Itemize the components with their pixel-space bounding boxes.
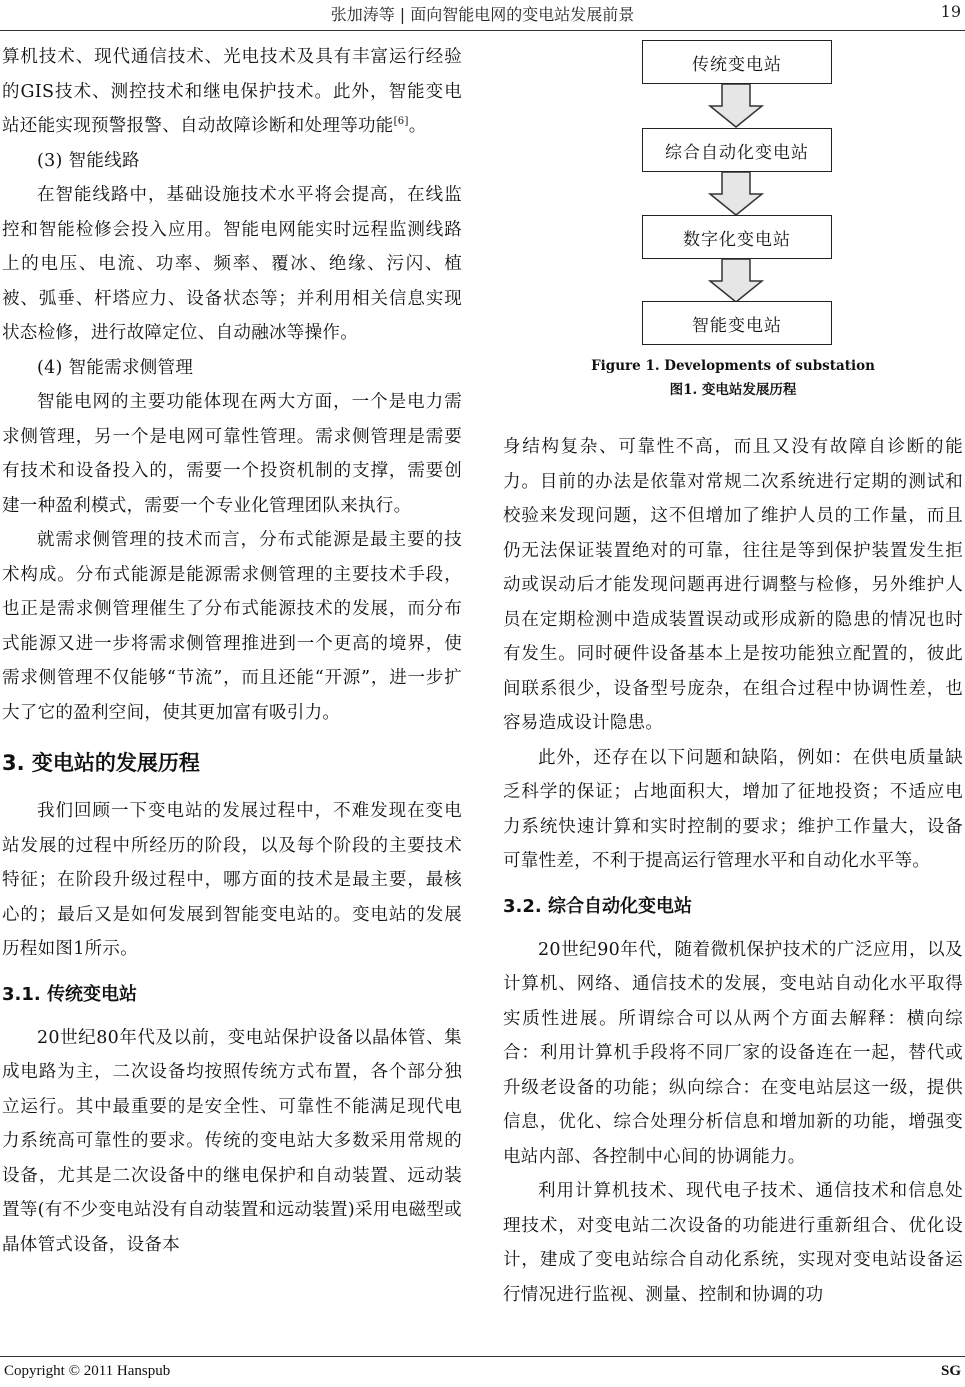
down-arrow-icon: [708, 259, 764, 303]
paragraph: 20世纪90年代，随着微机保护技术的广泛应用，以及计算机、网络、通信技术的发展，变电站自动化水平取得实质性进展。所谓综合可以从两个方面去解释：横向综合：利用计算机手段将不同厂家的设备连在一起，替代或升级老设备的功能；纵向综合：在变电站层这一级，提供信息，优化、综合处理分析信息和增加新的功能，增强变电站内部、各控制中心间的协调能力。: [503, 939, 963, 1167]
paragraph: 身结构复杂、可靠性不高，而且又没有故障自诊断的能力。目前的办法是依靠对常规二次系统进行定期的测试和校验来发现问题，这不但增加了维护人员的工作量，而且仍无法保证装置绝对的可靠，往往是等到保护装置发生拒动或误动后才能发现问题再进行调整与检修，另外维护人员在定期检测中造成装置误动或形成新的隐患的情况也时有发生。同时硬件设备基本上是按功能独立配置的，彼此间联系很少，设备型号庞杂，在组合过程中协调性差，也容易造成设计隐患。: [503, 437, 963, 733]
paragraph: 利用计算机技术、现代电子技术、通信技术和信息处理技术，对变电站二次设备的功能进行重新组合、优化设计，建成了变电站综合自动化系统，实现对变电站设备运行情况进行监视、测量、控制和协调的功: [503, 1181, 963, 1305]
paragraph: [2, 40, 462, 144]
figure-caption-cn: 图1. 变电站发展历程: [669, 382, 797, 398]
figure-caption-en: Figure 1. Developments of substation: [591, 358, 875, 374]
stage-box-digital: 数字化变电站: [642, 215, 832, 259]
right-column: [503, 430, 963, 1312]
down-arrow-icon: [708, 172, 764, 216]
subheading-demand-side: (4) 智能需求侧管理: [37, 357, 194, 378]
paragraph: 在智能线路中，基础设施技术水平将会提高，在线监控和智能检修会投入应用。智能电网能实时远程监测线路上的电压、电流、功率、频率、覆冰、绝缘、污闪、植被、弧垂、杆塔应力、设备状态等；并利用相关信息实现状态检修，进行故障定位、自动融冰等操作。: [2, 185, 462, 343]
left-column: [2, 40, 462, 1262]
stage-box-traditional: 传统变电站: [642, 40, 832, 84]
journal-abbrev: SG: [940, 1363, 961, 1379]
running-title: 张加涛等 | 面向智能电网的变电站发展前景: [330, 5, 635, 24]
paragraph: 20世纪80年代及以前，变电站保护设备以晶体管、集成电路为主，二次设备均按照传统方式布置，各个部分独立运行。其中最重要的是安全性、可靠性不能满足现代电力系统高可靠性的要求。传统的变电站大多数采用常规的设备，尤其是二次设备中的继电保护和自动装置、远动装置等(有不少变电站没有自动装置和远动装置)采用电磁型或晶体管式设备，设备本: [2, 1027, 462, 1255]
paragraph: 就需求侧管理的技术而言，分布式能源是最主要的技术构成。分布式能源是能源需求侧管理的主要技术手段，也正是需求侧管理催生了分布式能源技术的发展，而分布式能源又进一步将需求侧管理推进到一个更高的境界，使需求侧管理不仅能够“节流”，而且还能“开源”，进一步扩大了它的盈利空间，使其更加富有吸引力。: [2, 530, 462, 723]
section-heading: 3. 变电站的发展历程: [2, 751, 200, 775]
page-number: 19: [940, 2, 961, 21]
page-header: [0, 0, 965, 31]
stage-box-smart: 智能变电站: [642, 301, 832, 345]
subsection-heading: 3.1. 传统变电站: [2, 983, 137, 1005]
paragraph: 我们回顾一下变电站的发展过程中，不难发现在变电站发展的过程中所经历的阶段，以及每个阶段的主要技术特征；在阶段升级过程中，哪方面的技术是最主要，最核心的；最后又是如何发展到智能变电站的。变电站的发展历程如图1所示。: [2, 801, 462, 959]
figure-1: [503, 36, 963, 416]
down-arrow-icon: [708, 84, 764, 128]
copyright-text: Copyright © 2011 Hanspub: [4, 1363, 171, 1379]
subheading-smart-line: (3) 智能线路: [37, 150, 140, 171]
citation[interactable]: [6]: [393, 116, 409, 128]
paragraph: 此外，还存在以下问题和缺陷，例如：在供电质量缺乏科学的保证；占地面积大，增加了征地投资；不适应电力系统快速计算和实时控制的要求；维护工作量大，设备可靠性差，不利于提高运行管理水平和自动化水平等。: [503, 747, 963, 871]
paragraph: 智能电网的主要功能体现在两大方面，一个是电力需求侧管理，另一个是电网可靠性管理。需求侧管理是需要有技术和设备投入的，需要一个投资机制的支撑，需要创建一种盈利模式，需要一个专业化管理团队来执行。: [2, 392, 462, 516]
page-footer: [0, 1356, 965, 1387]
stage-box-integrated-automation: 综合自动化变电站: [642, 128, 832, 172]
paragraph-text: 。: [408, 116, 427, 136]
subsection-heading: 3.2. 综合自动化变电站: [503, 895, 692, 917]
paragraph-text: 算机技术、现代通信技术、光电技术及具有丰富运行经验的GIS技术、测控技术和继电保护技术。此外，智能变电站还能实现预警报警、自动故障诊断和处理等功能: [2, 47, 462, 136]
